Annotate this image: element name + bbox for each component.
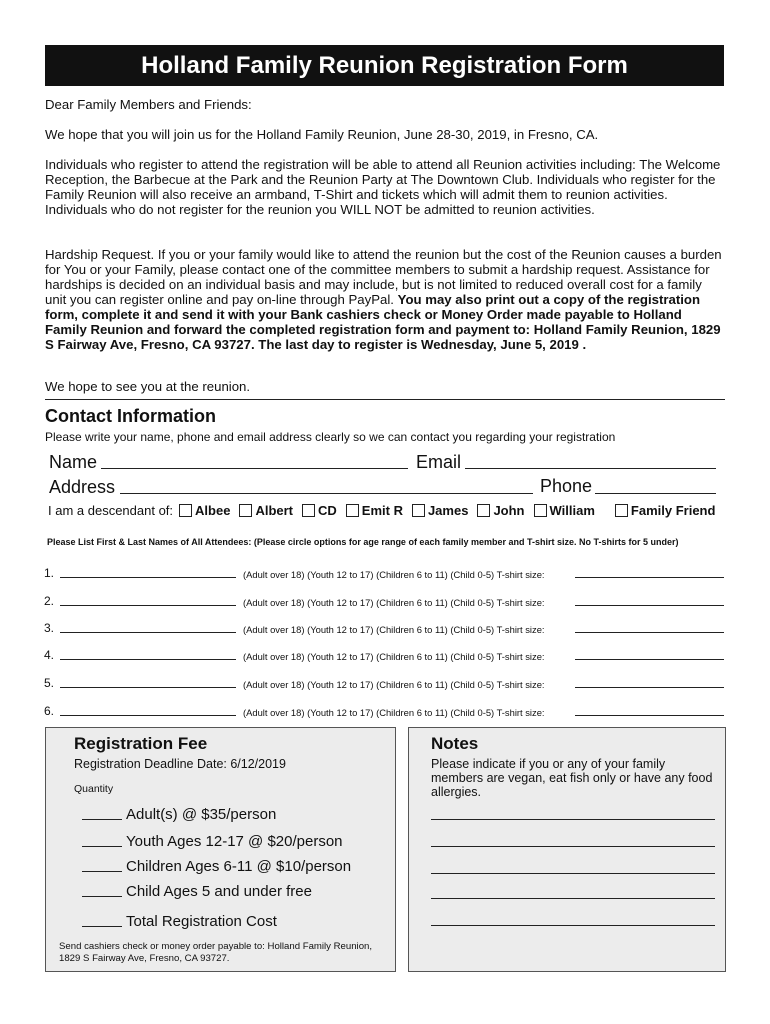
notes-line[interactable] [431, 846, 715, 847]
option-label: William [549, 503, 595, 518]
fee-line-child [82, 883, 312, 900]
name-label: Name [49, 452, 98, 472]
attendee-options: (Adult over 18) (Youth 12 to 17) (Children 6 to 11) (Child 0-5) T-shirt size: [243, 679, 545, 690]
notes-box [408, 727, 726, 972]
checkbox-icon[interactable] [179, 504, 192, 517]
attendee-number: 6. [44, 704, 55, 718]
checkbox-icon[interactable] [302, 504, 315, 517]
fee-label: Total Registration Cost [126, 913, 277, 930]
adult-quantity-field[interactable] [82, 819, 122, 820]
attendee-name-field[interactable] [60, 632, 236, 633]
attendee-number: 5. [44, 676, 55, 690]
section-divider [45, 399, 725, 400]
name-field[interactable] [101, 468, 408, 469]
child-quantity-field[interactable] [82, 896, 122, 897]
fee-line-children [82, 858, 351, 875]
hardship-paragraph [45, 247, 725, 352]
fee-label: Children Ages 6-11 @ $10/person [126, 858, 352, 875]
attendee-options: (Adult over 18) (Youth 12 to 17) (Children 6 to 11) (Child 0-5) T-shirt size: [243, 597, 545, 608]
quantity-label: Quantity [74, 783, 114, 795]
intro-paragraph-1: We hope that you will join us for the Holland Family Reunion, June 28-30, 2019, in Fresno, CA. [45, 127, 599, 142]
checkbox-icon[interactable] [615, 504, 628, 517]
phone-label: Phone [540, 476, 593, 496]
attendee-options: (Adult over 18) (Youth 12 to 17) (Children 6 to 11) (Child 0-5) T-shirt size: [243, 651, 545, 662]
attendee-name-field[interactable] [60, 715, 236, 716]
attendee-name-field[interactable] [60, 659, 236, 660]
tshirt-size-field[interactable] [575, 577, 724, 578]
notes-instructions: Please indicate if you or any of your family members are vegan, eat fish only or have any food allergies. [431, 757, 713, 799]
option-label: CD [318, 503, 337, 518]
fee-line-total [82, 913, 277, 930]
hardship-text: Hardship Request. If you or your family would like to attend the reunion but the cost of the Reunion causes a burden for You or your Family, please contact one of the committee members to submit a hardship request. Assistance for hardships is decided on an individual basis and may include, but is not limited to reduced overall cost for a family unit you can register online and pay on-line through PayPal. [45, 247, 722, 307]
fee-line-youth [82, 833, 343, 850]
tshirt-size-field[interactable] [575, 659, 724, 660]
descendant-option-family-friend[interactable] [615, 503, 716, 518]
attendee-options: (Adult over 18) (Youth 12 to 17) (Children 6 to 11) (Child 0-5) T-shirt size: [243, 707, 545, 718]
phone-field[interactable] [595, 493, 716, 494]
descendant-option-albert[interactable] [239, 503, 293, 518]
descendant-option-albee[interactable] [179, 503, 230, 518]
checkbox-icon[interactable] [239, 504, 252, 517]
fee-label: Youth Ages 12-17 @ $20/person [126, 833, 343, 850]
total-cost-field[interactable] [82, 926, 122, 927]
contact-section-title: Contact Information [45, 406, 216, 426]
intro-paragraph-2: Individuals who register to attend the registration will be able to attend all Reunion activities including: The Welcome Reception, the Barbecue at the Park and the Reunion Party at The Downtown Club. Individuals who register for the Family Reunion will also receive an armband, T-Shirt and tickets which will admit them to reunion activities. Individuals who do not register for the reunion you WILL NOT be admitted to reunion activities. [45, 157, 721, 217]
attendee-name-field[interactable] [60, 687, 236, 688]
attendee-number: 4. [44, 648, 55, 662]
registration-fee-title: Registration Fee [74, 734, 208, 753]
option-label: Family Friend [630, 503, 716, 518]
notes-line[interactable] [431, 898, 715, 899]
attendee-name-field[interactable] [60, 605, 236, 606]
closing-line: We hope to see you at the reunion. [45, 379, 251, 394]
fee-label: Adult(s) @ $35/person [126, 806, 277, 823]
descendant-row [48, 503, 724, 518]
descendant-option-john[interactable] [477, 503, 524, 518]
notes-title: Notes [431, 734, 479, 753]
attendee-options: (Adult over 18) (Youth 12 to 17) (Children 6 to 11) (Child 0-5) T-shirt size: [243, 569, 545, 580]
attendee-options: (Adult over 18) (Youth 12 to 17) (Children 6 to 11) (Child 0-5) T-shirt size: [243, 624, 545, 635]
children-quantity-field[interactable] [82, 871, 122, 872]
attendees-instructions: Please List First & Last Names of All Attendees: (Please circle options for age range of each family member and T-shirt size. No T-shirts for 5 under) [47, 537, 679, 547]
option-label: Albee [195, 503, 231, 518]
email-field[interactable] [465, 468, 716, 469]
checkbox-icon[interactable] [534, 504, 547, 517]
email-label: Email [416, 452, 462, 472]
youth-quantity-field[interactable] [82, 846, 122, 847]
descendant-option-emit-r[interactable] [346, 503, 403, 518]
checkbox-icon[interactable] [412, 504, 425, 517]
address-label: Address [49, 477, 116, 497]
fee-line-adult [82, 806, 276, 823]
mail-in-instructions: You may also print out a copy of the registration form, complete it and send it with your Bank cashiers check or Money Order made payable to Holland Family Reunion and forward the completed registration form and payment to: Holland Family Reunion, 1829 S Fairway Ave, Fresno, CA 93727. The last day to register is Wednesday, June 5, 2019 . [45, 292, 721, 352]
form-title: Holland Family Reunion Registration Form [45, 45, 724, 86]
option-label: Emit R [361, 503, 403, 518]
option-label: John [493, 503, 525, 518]
descendant-option-james[interactable] [412, 503, 468, 518]
descendant-label: I am a descendant of: [48, 503, 174, 518]
descendant-option-cd[interactable] [302, 503, 337, 518]
fee-label: Child Ages 5 and under free [126, 883, 312, 900]
contact-instructions: Please write your name, phone and email address clearly so we can contact you regarding your registration [45, 430, 616, 444]
notes-line[interactable] [431, 819, 715, 820]
address-field[interactable] [120, 493, 533, 494]
tshirt-size-field[interactable] [575, 632, 724, 633]
tshirt-size-field[interactable] [575, 687, 724, 688]
notes-line[interactable] [431, 873, 715, 874]
attendee-number: 2. [44, 594, 55, 608]
attendee-number: 1. [44, 566, 55, 580]
notes-line[interactable] [431, 925, 715, 926]
greeting: Dear Family Members and Friends: [45, 97, 252, 112]
registration-deadline: Registration Deadline Date: 6/12/2019 [74, 757, 286, 771]
tshirt-size-field[interactable] [575, 605, 724, 606]
tshirt-size-field[interactable] [575, 715, 724, 716]
payment-instructions: Send cashiers check or money order payable to: Holland Family Reunion, 1829 S Fairway Ave, Fresno, CA 93727. [59, 941, 373, 964]
checkbox-icon[interactable] [346, 504, 359, 517]
option-label: James [427, 503, 469, 518]
descendant-option-william[interactable] [534, 503, 595, 518]
registration-fee-box [45, 727, 396, 972]
option-label: Albert [255, 503, 293, 518]
attendee-name-field[interactable] [60, 577, 236, 578]
attendee-number: 3. [44, 621, 55, 635]
checkbox-icon[interactable] [477, 504, 490, 517]
